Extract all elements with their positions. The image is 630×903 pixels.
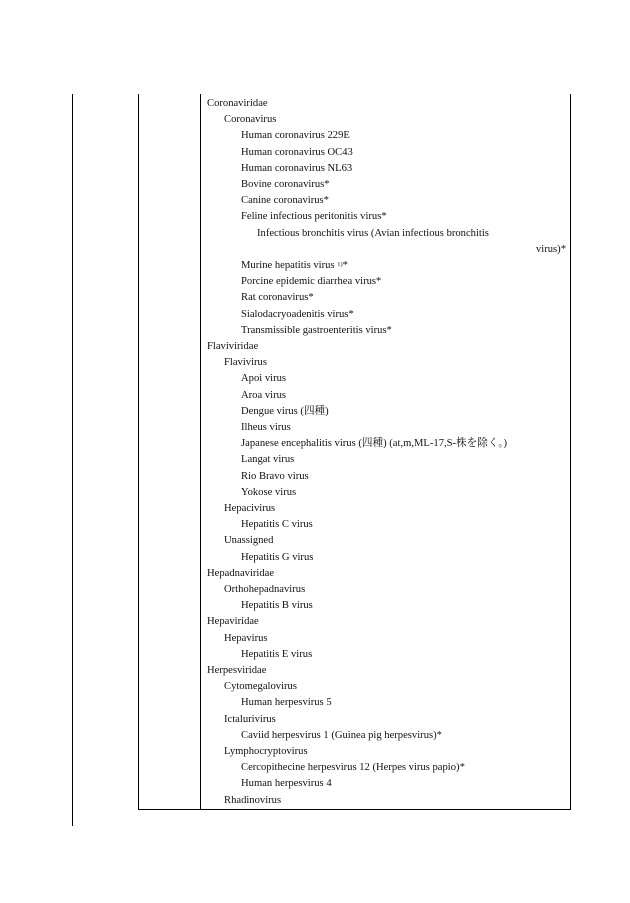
row-text: Hepatitis B virus [241, 600, 313, 612]
species-name [241, 146, 353, 160]
genus-name [224, 794, 281, 808]
row-text: Hepatitis G virus [241, 551, 314, 563]
genus-name [224, 583, 305, 597]
species-name [241, 389, 286, 403]
row-text: Murine hepatitis virus [241, 260, 338, 271]
footnote-marker: 1) [337, 261, 343, 268]
genus-name [224, 113, 276, 127]
row-text: Canine coronavirus* [241, 195, 329, 207]
species-name [241, 162, 352, 176]
row-text: Dengue virus (四種) [241, 405, 329, 417]
row-text: Feline infectious peritonitis virus* [241, 211, 387, 223]
row-text: Lymphocryptovirus [224, 746, 308, 757]
species-name [241, 761, 465, 775]
species-name [241, 308, 354, 322]
genus-name [224, 534, 273, 548]
row-text: Coronaviridae [207, 98, 268, 109]
row-text: Hepaviridae [207, 616, 259, 628]
genus-name [224, 745, 308, 759]
row-text: Infectious bronchitis virus (Avian infectious bronchitis [257, 227, 489, 239]
table-divider-2 [200, 94, 201, 810]
row-text: Hepatitis E virus [241, 648, 313, 660]
row-text: Flaviviridae [207, 341, 259, 352]
row-text: Coronavirus [224, 114, 277, 126]
species-name [241, 648, 312, 662]
species-name [241, 291, 314, 305]
row-text: Cytomegalovirus [224, 681, 297, 693]
row-text: Human herpesvirus 5 [241, 697, 332, 709]
row-text: Herpesviridae [207, 665, 267, 676]
row-text: Rhadinovirus [224, 794, 282, 806]
row-text: Hepadnaviridae [207, 567, 275, 579]
species-name [257, 227, 489, 241]
species-name [241, 275, 381, 289]
row-text: Cercopithecine herpesvirus 12 (Herpes virus papio)* [241, 762, 465, 774]
row-text: Ictalurivirus [224, 713, 276, 725]
genus-name [224, 713, 276, 727]
species-name [241, 437, 507, 451]
species-name [241, 696, 332, 710]
row-text: Japanese encephalitis virus (四種) (at,m,ML-17,S-株を除く。) [241, 438, 508, 450]
species-name [241, 178, 330, 192]
species-name [241, 324, 392, 338]
family-name [207, 340, 258, 354]
table-divider-1 [138, 94, 139, 810]
row-text: Caviid herpesvirus 1 (Guinea pig herpesvirus)* [241, 729, 442, 741]
row-text: virus)* [535, 243, 566, 255]
row-text: Orthohepadnavirus [224, 584, 306, 595]
species-name [241, 453, 294, 467]
row-text: Bovine coronavirus* [241, 179, 330, 190]
row-text: Human coronavirus OC43 [241, 146, 353, 158]
asterisk-suffix: * [342, 260, 348, 271]
row-text: Langat virus [241, 454, 295, 466]
family-name [207, 567, 274, 581]
species-name [241, 729, 442, 743]
genus-name [224, 356, 267, 370]
table-bottom-border [138, 809, 571, 810]
table-border-left [72, 94, 73, 826]
row-text: Sialodacryoadenitis virus* [241, 308, 354, 320]
family-name [207, 664, 266, 678]
row-text: Rat coronavirus* [241, 292, 314, 304]
species-name [241, 259, 348, 273]
row-text: Hepacivirus [224, 503, 276, 514]
genus-name [224, 502, 275, 516]
row-text: Human coronavirus 229E [241, 130, 350, 142]
row-text: Human coronavirus NL63 [241, 162, 353, 174]
species-name [241, 372, 286, 386]
row-text: Flavivirus [224, 357, 267, 369]
species-name [241, 210, 387, 224]
table-border-right [570, 94, 571, 810]
species-name [241, 405, 329, 419]
species-name [241, 470, 309, 484]
species-name [241, 129, 350, 143]
species-name [241, 518, 313, 532]
row-text: Porcine epidemic diarrhea virus* [241, 276, 382, 288]
species-name [241, 486, 296, 500]
genus-name [224, 680, 297, 694]
row-text: Rio Bravo virus [241, 470, 309, 482]
row-text: Hepavirus [224, 632, 268, 644]
row-text: Ilheus virus [241, 422, 291, 433]
row-text: Yokose virus [241, 486, 297, 498]
genus-name [224, 632, 268, 646]
family-name [207, 97, 268, 111]
row-text: Hepatitis C virus [241, 519, 313, 531]
row-text: Aroa virus [241, 389, 287, 401]
family-name [207, 615, 259, 629]
species-name [241, 599, 313, 613]
row-text: Apoi virus [241, 373, 287, 385]
row-text: Unassigned [224, 535, 274, 547]
species-name [241, 551, 313, 565]
species-name [241, 777, 332, 791]
row-text: Human herpesvirus 4 [241, 778, 332, 790]
species-name-continuation [200, 243, 566, 257]
species-name [241, 194, 329, 208]
species-name [241, 421, 291, 435]
row-text: Transmissible gastroenteritis virus* [241, 324, 392, 336]
